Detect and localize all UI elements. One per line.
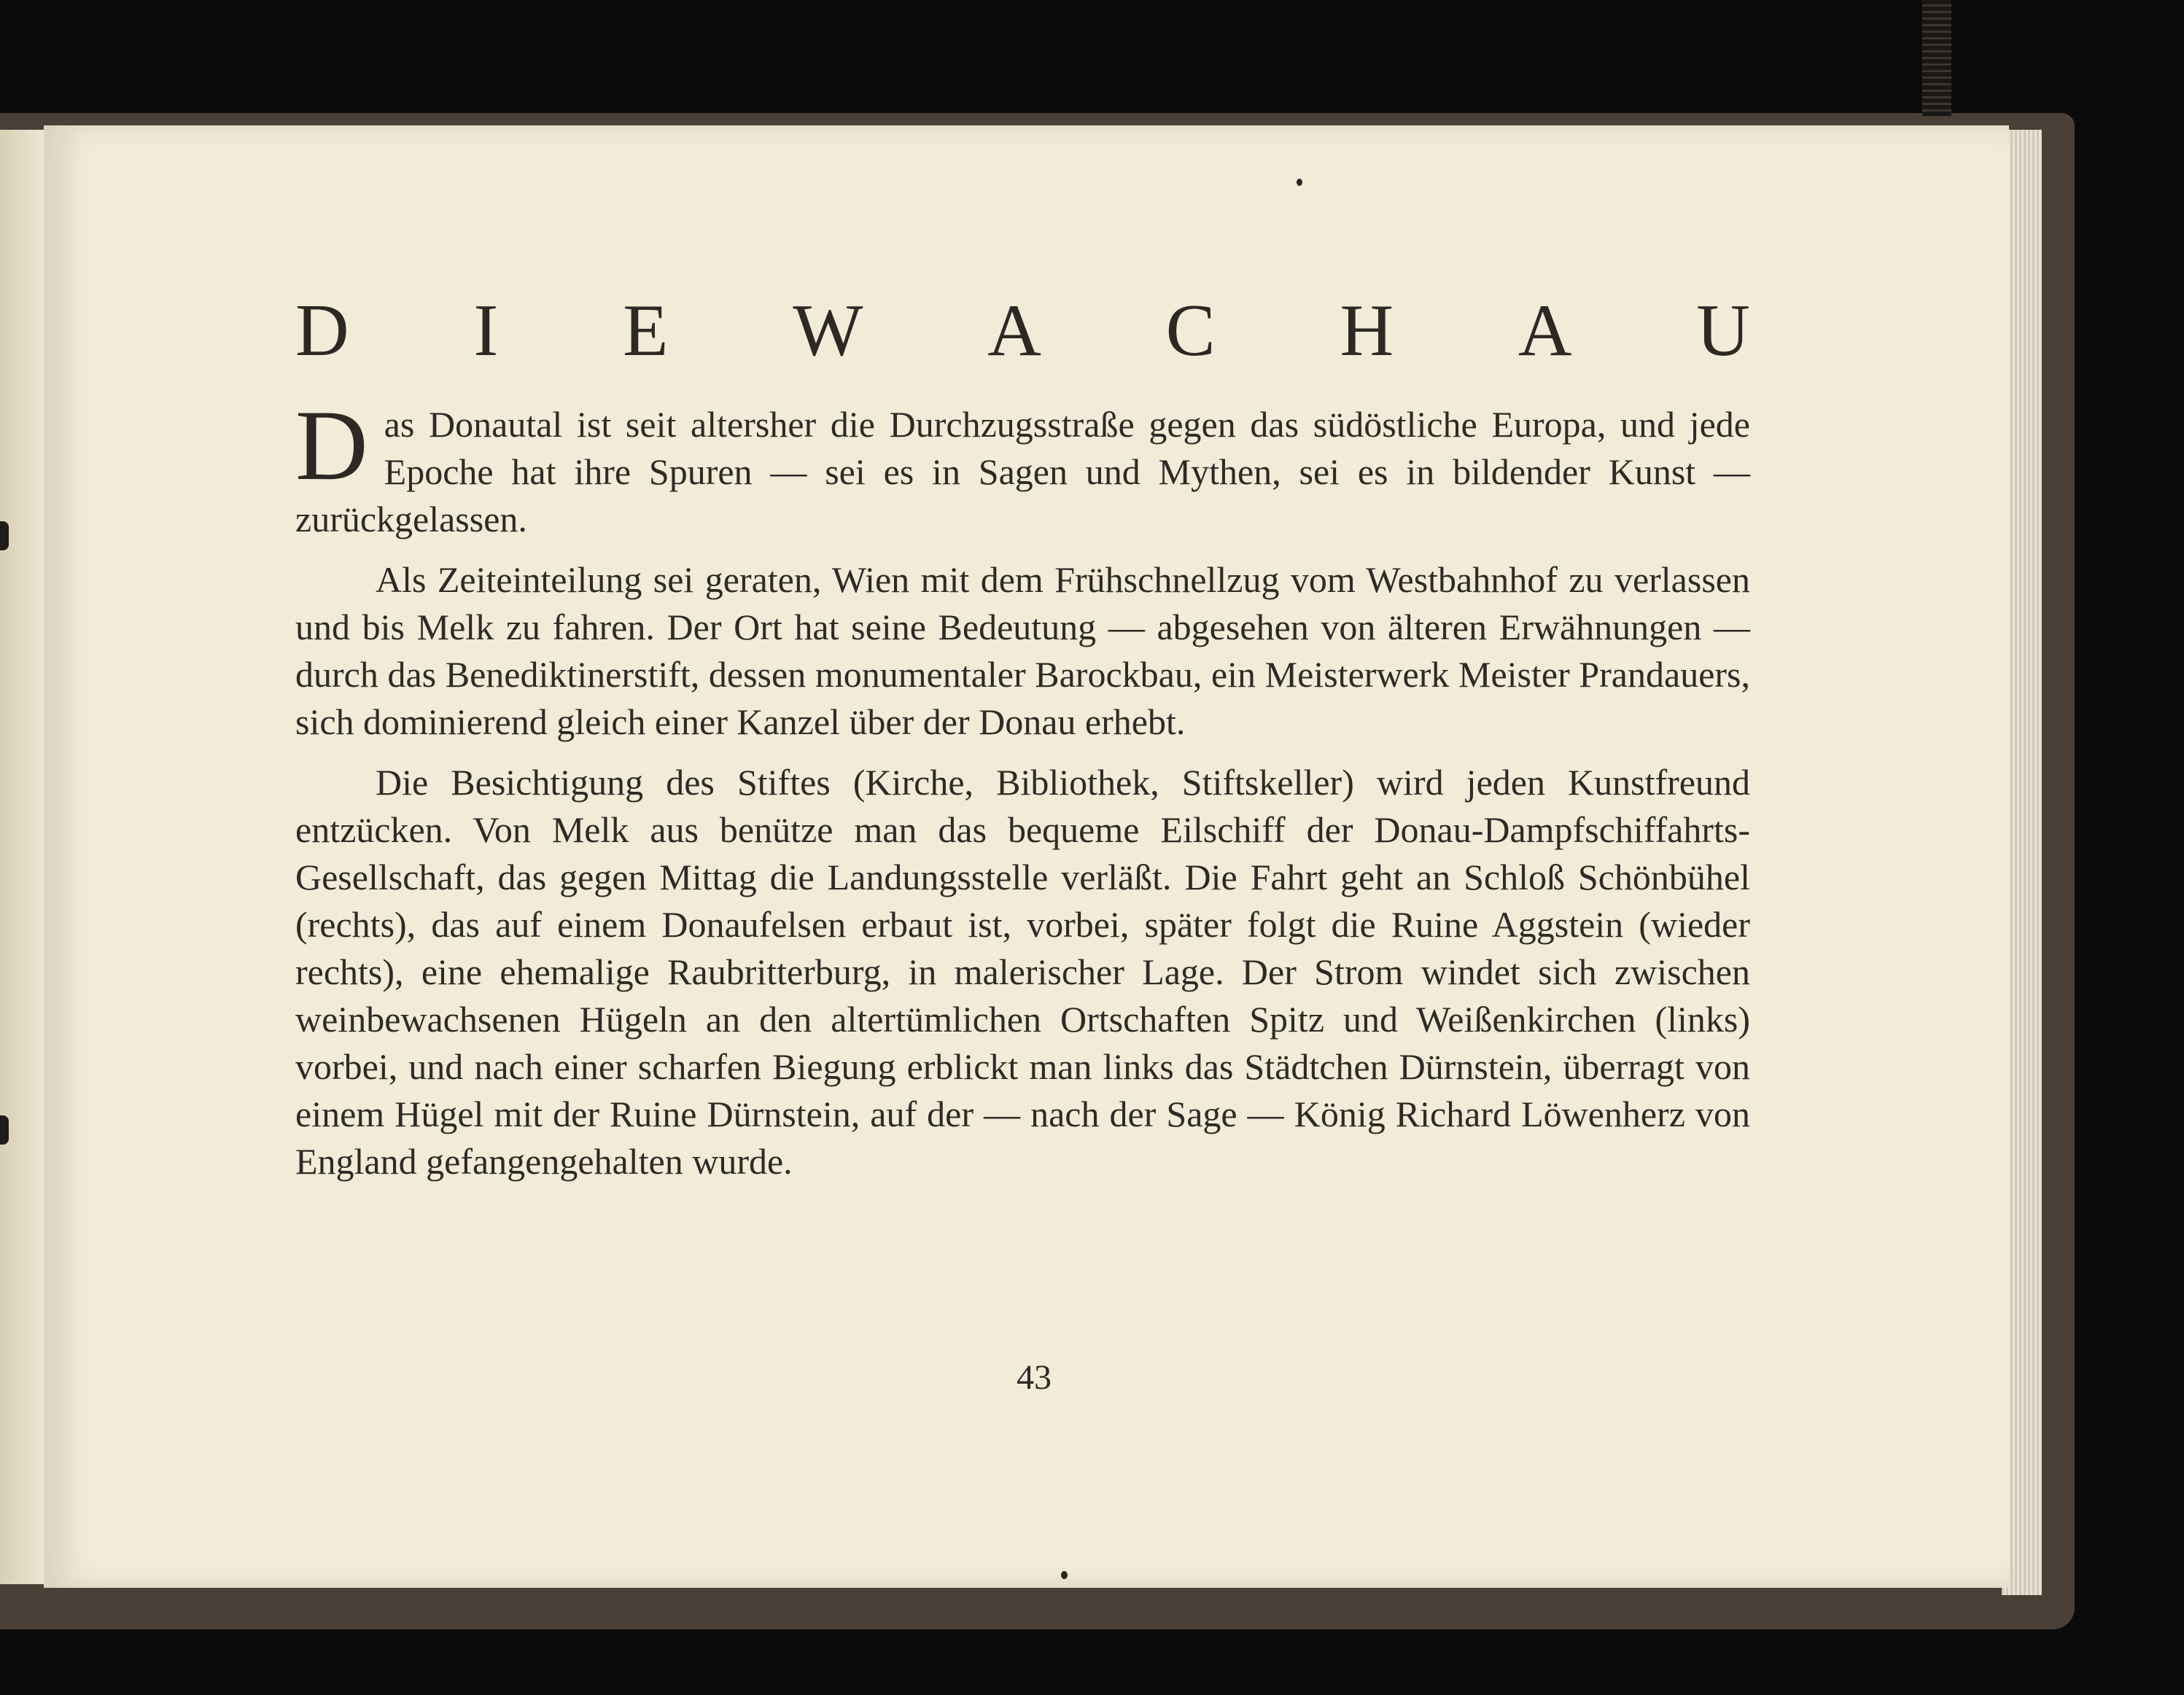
paragraph-intro-text: as Donautal ist seit altersher die Durchzugsstraße gegen das südöstliche Europa, und jede Epoche hat ihre Spuren — sei es in Sagen und Mythen, sei es in bildender Kunst — zurückgelassen.	[295, 404, 1750, 539]
scan-ruler	[1922, 0, 1951, 117]
title-letter: A	[1517, 289, 1572, 372]
title-letter: I	[473, 289, 499, 372]
title-letter: A	[987, 289, 1041, 372]
title-letter: H	[1340, 289, 1394, 372]
left-page-edge	[0, 130, 48, 1584]
paragraph-melk: Als Zeiteinteilung sei geraten, Wien mit dem Frühschnellzug vom Westbahnhof zu verlassen und bis Melk zu fahren. Der Ort hat seine Bedeutung — abgesehen von älteren Erwähnungen — durch das Benediktinerstift, dessen monumentaler Barockbau, ein Meisterwerk Meister Prandauers, sich dominierend gleich einer Kanzel über der Donau erhebt.	[295, 559, 1750, 742]
title-letter: D	[295, 289, 349, 372]
paragraph-voyage: Die Besichtigung des Stiftes (Kirche, Bibliothek, Stiftskeller) wird jeden Kunstfreund entzücken. Von Melk aus benütze man das bequeme Eilschiff der Donau-Dampfschiffahrts-Gesellschaft, das gegen Mittag die Landungsstelle verläßt. Die Fahrt geht an Schloß Schönbühel (rechts), das auf einem Donaufelsen erbaut ist, vorbei, später folgt die Ruine Aggstein (wieder rechts), eine ehemalige Raubritterburg, in malerischer Lage. Der Strom windet sich zwischen weinbewachsenen Hügeln an den altertümlichen Ortschaften Spitz und Weißenkirchen (links) vorbei, und nach einer scharfen Biegung erblickt man links das Städtchen Dürnstein, überragt von einem Hügel mit der Ruine Dürnstein, auf der — nach der Sage — König Richard Löwenherz von England gefangengehalten wurde.	[295, 762, 1750, 1182]
binding-mark	[0, 1115, 9, 1145]
text-column	[295, 288, 1750, 1199]
title-letter: W	[793, 289, 863, 372]
title-letter: U	[1696, 289, 1750, 372]
page-speck	[1297, 179, 1302, 186]
paragraph-intro	[295, 389, 1750, 543]
chapter-title	[295, 288, 1750, 379]
title-letter: C	[1165, 289, 1216, 372]
title-letter: E	[623, 289, 669, 372]
page-speck	[1061, 1571, 1068, 1579]
binding-mark	[0, 521, 9, 550]
drop-cap: D	[295, 389, 368, 501]
page-number: 43	[1017, 1358, 1052, 1397]
